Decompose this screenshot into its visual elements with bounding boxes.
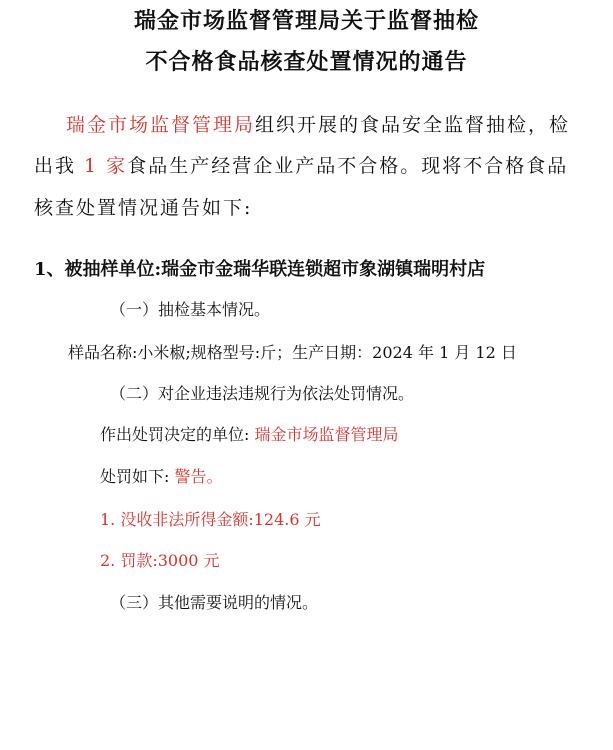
intro-line-2 (34, 155, 568, 177)
penalty-result-value: 警告。 (174, 467, 223, 486)
penalty-authority-value: 瑞金市场监督管理局 (254, 425, 399, 444)
penalty-item-2: 2. 罚款:3000 元 (100, 551, 220, 570)
penalty-authority-label: 作出处罚决定的单位: (100, 425, 255, 444)
subsection-2-title: （二）对企业违法违规行为依法处罚情况。 (110, 384, 415, 403)
section-1-heading: 1、被抽样单位:瑞金市金瑞华联连锁超市象湖镇瑞明村店 (34, 259, 486, 280)
intro-line-1-text: 组织开展的食品安全监督抽检，检 (255, 114, 571, 136)
sample-info: 样品名称:小米椒;规格型号:斤；生产日期：2024 年 1 月 12 日 (68, 343, 517, 362)
intro-line-3: 核查处置情况通告如下: (34, 197, 253, 219)
intro-count: 1 家 (84, 155, 128, 177)
subsection-3-title: （三）其他需要说明的情况。 (110, 593, 319, 612)
penalty-result (100, 467, 223, 487)
intro-agency-name: 瑞金市场监督管理局 (66, 114, 256, 136)
penalty-item-1: 1. 没收非法所得金额:124.6 元 (100, 510, 321, 529)
penalty-result-label: 处罚如下: (100, 467, 175, 486)
intro-line-2-text: 食品生产经营企业产品不合格。现将不合格食品 (127, 155, 569, 177)
intro-line-2-prefix: 出我 (34, 155, 85, 177)
intro-line-1 (66, 114, 570, 136)
document-title-line-2: 不合格食品核查处置情况的通告 (145, 49, 468, 75)
subsection-1-title: （一）抽检基本情况。 (110, 300, 271, 319)
penalty-authority (100, 425, 399, 445)
document-title-line-1: 瑞金市场监督管理局关于监督抽检 (133, 8, 479, 34)
